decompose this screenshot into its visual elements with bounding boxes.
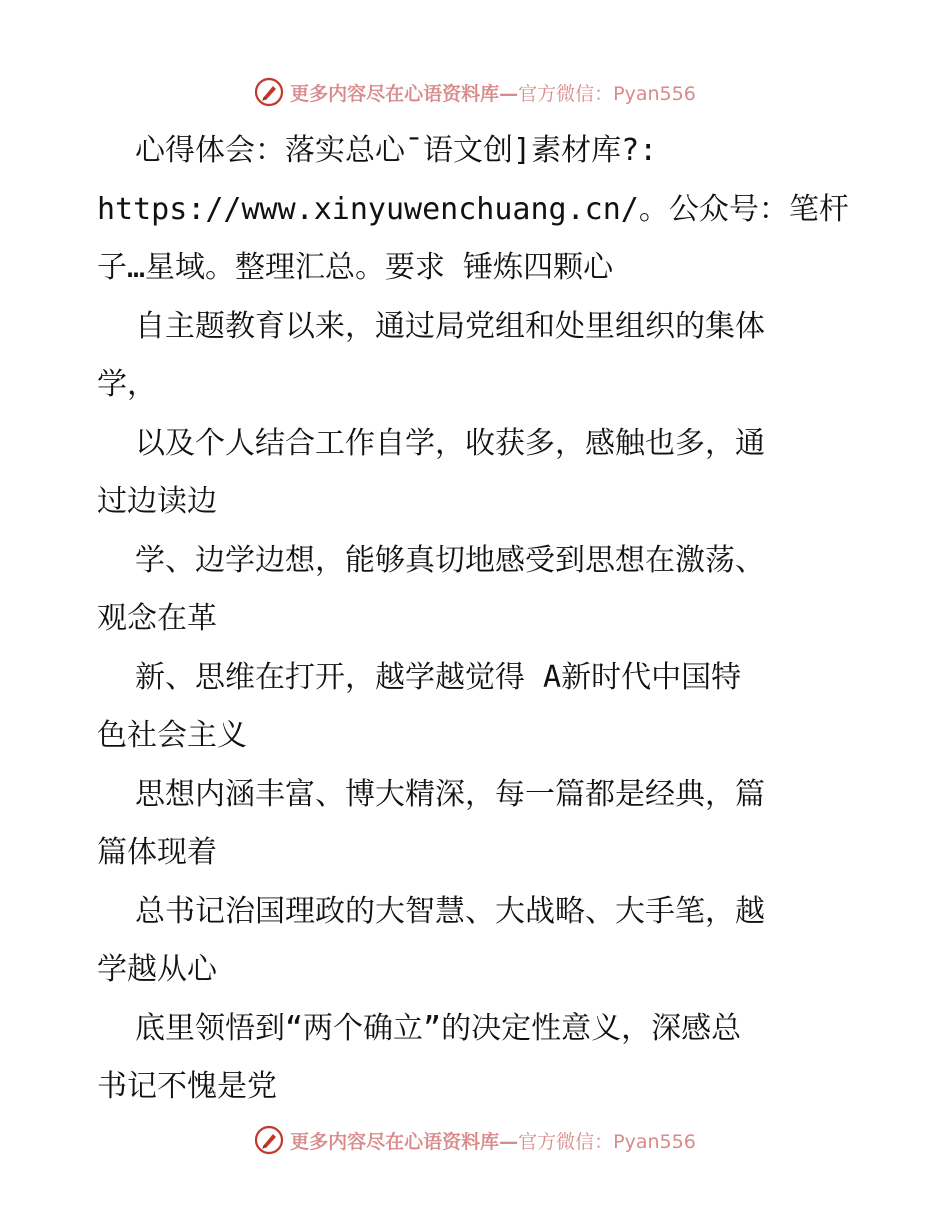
header-banner-text: 更多内容尽在心语资料库— [290, 82, 519, 105]
text-line: 以及个人结合工作自学，收获多，感触也多，通 [135, 425, 765, 461]
text-line: 学， [97, 367, 157, 402]
text-line: 色社会主义 [97, 718, 247, 753]
text-line: 过边读边 [97, 484, 217, 519]
text-line: 学、边学边想，能够真切地感受到思想在激荡、 [135, 542, 765, 578]
text-line: 思想内涵丰富、博大精深，每一篇都是经典，篇 [135, 776, 765, 812]
footer-banner-wechat: 官方微信：Pyan556 [518, 1130, 696, 1153]
footer-banner [0, 1120, 950, 1160]
text-line: 自主题教育以来，通过局党组和处里组织的集体 [135, 308, 765, 344]
text-line: 书记不愧是党 [97, 1069, 277, 1104]
footer-banner-text: 更多内容尽在心语资料库— [290, 1130, 519, 1153]
text-line: 新、思维在打开，越学越觉得 A新时代中国特 [135, 659, 742, 695]
text-line: 观念在革 [97, 601, 217, 636]
header-banner [0, 72, 950, 112]
text-line: 总书记治国理政的大智慧、大战略、大手笔，越 [135, 893, 765, 929]
text-line: 底里领悟到“两个确立”的决定性意义，深感总 [135, 1010, 742, 1046]
text-line: 学越从心 [97, 952, 217, 987]
pen-logo-icon [254, 1125, 284, 1155]
header-banner-wechat: 官方微信：Pyan556 [518, 82, 696, 105]
text-line: 篇体现着 [97, 835, 217, 870]
text-line: 子…星域。整理汇总。要求 锤炼四颗心 [97, 250, 614, 285]
text-line: https://www.xinyuwenchuang.cn/。公众号：笔杆 [97, 191, 849, 227]
body-text [97, 122, 857, 1117]
text-line: 心得体会：落实总心¯语文创]素材库?: [135, 133, 658, 168]
pen-logo-icon [254, 77, 284, 107]
